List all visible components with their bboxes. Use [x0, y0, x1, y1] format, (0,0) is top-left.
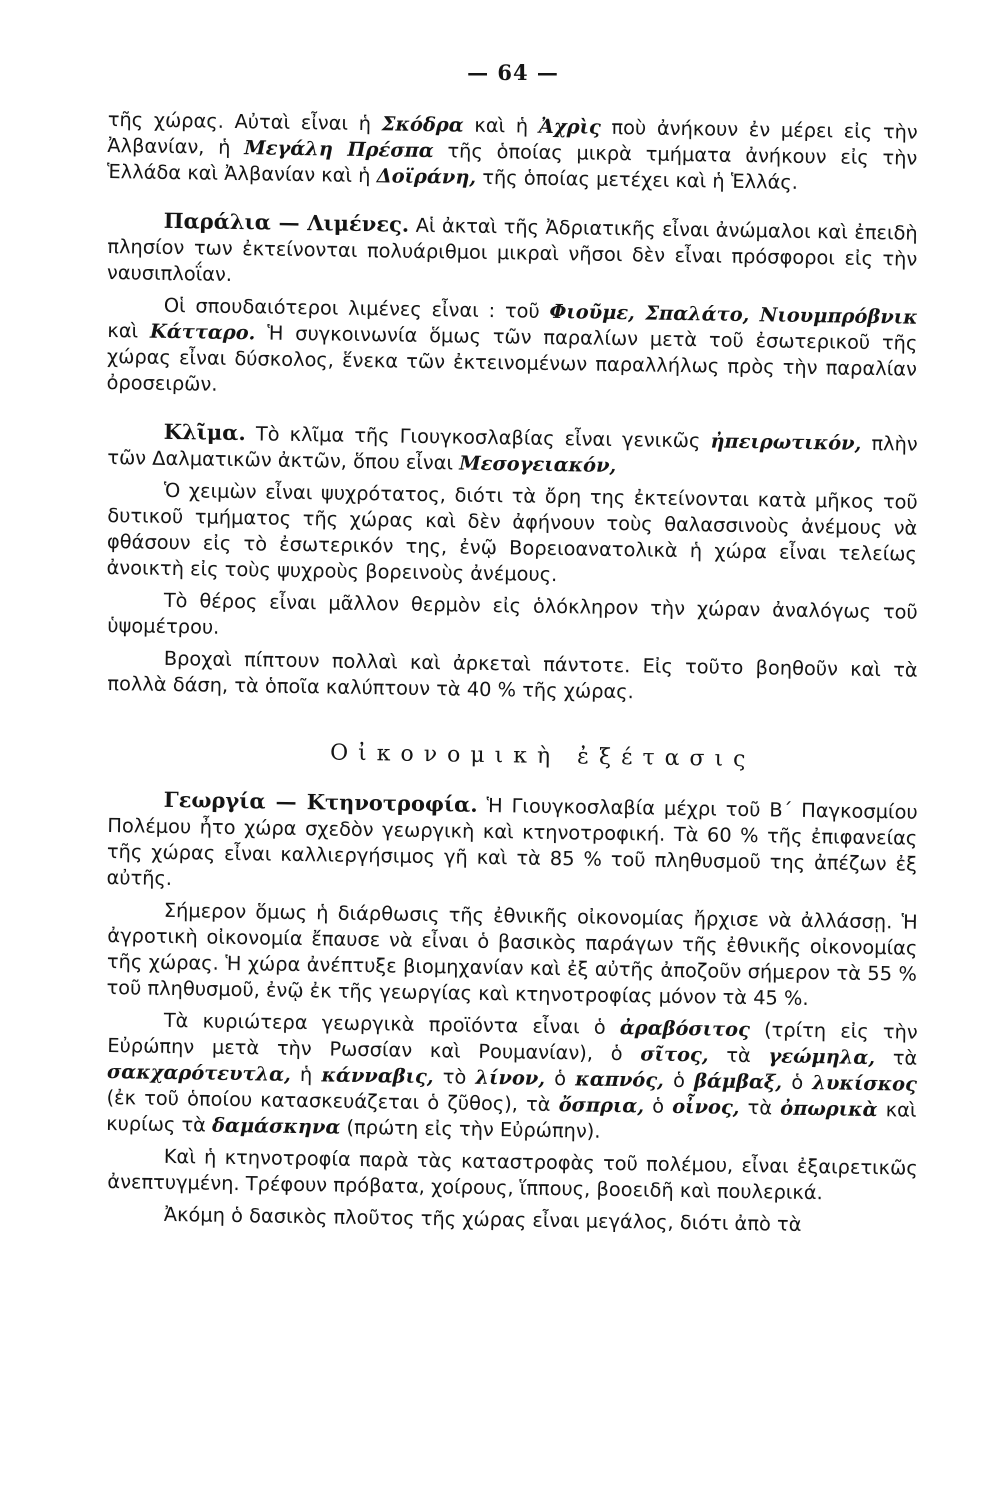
emphasis-ports: Φιοῦμε, Σπαλάτο, Νιουμπρόβνικ — [549, 299, 918, 329]
heading-climate: Κλῖμα. — [163, 418, 246, 446]
emphasis-product: ὀπωρικὰ — [780, 1096, 878, 1122]
paragraph-ports: Οἱ σπουδαιότεροι λιμένες εἶναι : τοῦ Φιοῦμε, Σπαλάτο, Νιουμπρόβνικ καὶ Κάτταρο. Ἡ συγκοινωνία ὅμως τῶν παραλίων μετὰ τοῦ ἐσωτερικοῦ τῆς χώρας εἶναι δύσκολος, ἕνεκα τῶν ἐκτεινομένων παραλλήλως πρὸς τὴν παραλίαν ὀροσειρῶν. — [106, 293, 918, 396]
emphasis-megali-prespa: Μεγάλη Πρέσπα — [244, 136, 434, 163]
emphasis-achris: Ἀχρὶς — [538, 114, 601, 139]
emphasis-product: καπνός, — [575, 1067, 665, 1092]
paragraph-rain: Βροχαὶ πίπτουν πολλαὶ καὶ ἀρκεταὶ πάντοτε. Εἰς τοῦτο βοηθοῦν καὶ τὰ πολλὰ δάση, τὰ ὁποῖα καλύπτουν τὰ 40 % τῆς χώρας. — [107, 646, 918, 704]
paragraph-agriculture: Γεωργία — Κτηνοτροφία. Ἡ Γιουγκοσλαβία μέχρι τοῦ Β΄ Παγκοσμίου Πολέμου ἦτο χώρα σχεδὸν γεωργικὴ καὶ κτηνοτροφική. Τὰ 60 % τῆς ἐπιφανείας τῆς χώρας εἶναι καλλιεργήσιμος γῆ καὶ τὰ 85 % τοῦ πληθυσμοῦ της ἀπέζων ἐξ αὐτῆς. — [106, 786, 918, 891]
page-number: — 64 — — [467, 60, 559, 85]
emphasis-product: κάνναβις, — [321, 1063, 434, 1089]
paragraph-winter: Ὁ χειμὼν εἶναι ψυχρότατος, διότι τὰ ὄρη της ἐκτείνονται κατὰ μῆκος τοῦ δυτικοῦ τμήματος τῆς χώρας καὶ δὲν ἀφήνουν τοὺς θαλασσινοὺς ἀνέμους νὰ φθάσουν εἰς τὸ ἐσωτερικόν της, ἐνῷ Βορειοανατολικὰ ἡ χώρα εἶναι τελείως ἀνοικτὴ εἰς τοὺς ψυχροὺς βορεινοὺς ἀνέμους. — [106, 478, 918, 587]
emphasis-product: ἀραβόσιτος — [619, 1016, 751, 1042]
paragraph-livestock: Καὶ ἡ κτηνοτροφία παρὰ τὰς καταστροφὰς τοῦ πολέμου, εἶναι ἐξαιρετικῶς ἀνεπτυγμένη. Τρέφουν πρόβατα, χοίρους, ἵππους, βοοειδῆ καὶ πουλερικά. — [107, 1144, 918, 1205]
emphasis-mediterranean: Μεσογειακόν, — [459, 451, 617, 477]
section-title: Οἰκονομικὴ ἐξέτασις — [329, 740, 756, 773]
paragraph-forestry: Ἀκόμη ὁ δασικὸς πλοῦτος τῆς χώρας εἶναι μεγάλος, διότι ἀπὸ τὰ — [163, 1202, 802, 1236]
heading-agriculture: Γεωργία — Κτηνοτροφία. — [163, 786, 478, 817]
emphasis-product: λίνον, — [475, 1065, 546, 1090]
paragraph-summer: Τὸ θέρος εἶναι μᾶλλον θερμὸν εἰς ὁλόκληρον τὴν χώραν ἀναλόγως τοῦ ὑψομέτρου. — [107, 588, 918, 639]
emphasis-product: γεώμηλα, — [768, 1044, 876, 1070]
emphasis-doirani: Δοϊράνη, — [376, 164, 477, 189]
emphasis-product: βάμβαξ, — [693, 1069, 783, 1094]
emphasis-skodra: Σκόδρα — [381, 112, 464, 137]
paragraph-coasts: Παράλια — Λιμένες. Αἱ ἀκταὶ τῆς Ἀδριατικῆς εἶναι ἀνώμαλοι καὶ ἐπειδὴ πλησίον των ἐκτείνονται πολυάριθμοι μικραὶ νῆσοι δὲν εἶναι πρόσφοροι εἰς τὴν ναυσιπλοΐαν. — [106, 207, 918, 286]
heading-coasts-ports: Παράλια — Λιμένες. — [163, 207, 410, 237]
emphasis-continental: ἠπειρωτικόν, — [710, 429, 862, 455]
paragraph-products: Τὰ κυριώτερα γεωργικὰ προϊόντα εἶναι ὁ ἀραβόσιτος (τρίτη εἰς τὴν Εὐρώπην μετὰ τὴν Ρωσσίαν καὶ Ρουμανίαν), ὁ σῖτος, τὰ γεώμηλα, τὰ σακχαρότευτλα, ἡ κάνναβις, τὸ λίνον, ὁ καπνός, ὁ βάμβαξ, ὁ λυκίσκος (ἐκ τοῦ ὁποίου κατασκευάζεται ὁ ζῦθος), τὰ ὄσπρια, ὁ οἶνος, τὰ ὀπωρικὰ καὶ κυρίως τὰ δαμάσκηνα (πρώτη εἰς τὴν Εὐρώπην). — [105, 1008, 918, 1143]
emphasis-product: δαμάσκηνα — [211, 1113, 341, 1139]
emphasis-product: λυκίσκος — [812, 1071, 918, 1096]
paragraph-lakes: τῆς χώρας. Αὐταὶ εἶναι ἡ Σκόδρα καὶ ἡ Ἀχρὶς ποὺ ἀνήκουν ἐν μέρει εἰς τὴν Ἀλβανίαν, ἡ Μεγάλη Πρέσπα τῆς ὁποίας μικρὰ τμήματα ἀνήκουν εἰς τὴν Ἑλλάδα καὶ Ἀλβανίαν καὶ ἡ Δοϊράνη, τῆς ὁποίας μετέχει καὶ ἡ Ἑλλάς. — [106, 107, 918, 194]
paragraph-economy-change: Σήμερον ὅμως ἡ διάρθωσις τῆς ἐθνικῆς οἰκονομίας ἤρχισε νὰ ἀλλάσσῃ. Ἡ ἀγροτικὴ οἰκονομία ἔπαυσε νὰ εἶναι ὁ βασικὸς παράγων τῆς ἐθνικῆς οἰκονομίας τῆς χώρας. Ἡ χώρα ἀνέπτυξε βιομηχανίαν καὶ ἐξ αὐτῆς ἀποζοῦν σήμερον τὰ 55 % τοῦ πληθυσμοῦ, ἐνῷ ἐκ τῆς γεωργίας καὶ κτηνοτροφίας μόνον τὰ 45 %. — [106, 898, 918, 1011]
emphasis-product: οἶνος, — [672, 1094, 740, 1119]
paragraph-climate: Κλῖμα. Τὸ κλῖμα τῆς Γιουγκοσλαβίας εἶναι γενικῶς ἠπειρωτικόν, πλὴν τῶν Δαλματικῶν ἀκτῶν, ὅπου εἶναι Μεσογειακόν, — [107, 418, 918, 477]
emphasis-product: σακχαρότευτλα, — [106, 1059, 292, 1086]
emphasis-product: σῖτος, — [640, 1042, 709, 1067]
emphasis-kattaro: Κάτταρο. — [149, 319, 256, 345]
emphasis-product: ὄσπρια, — [558, 1093, 645, 1118]
